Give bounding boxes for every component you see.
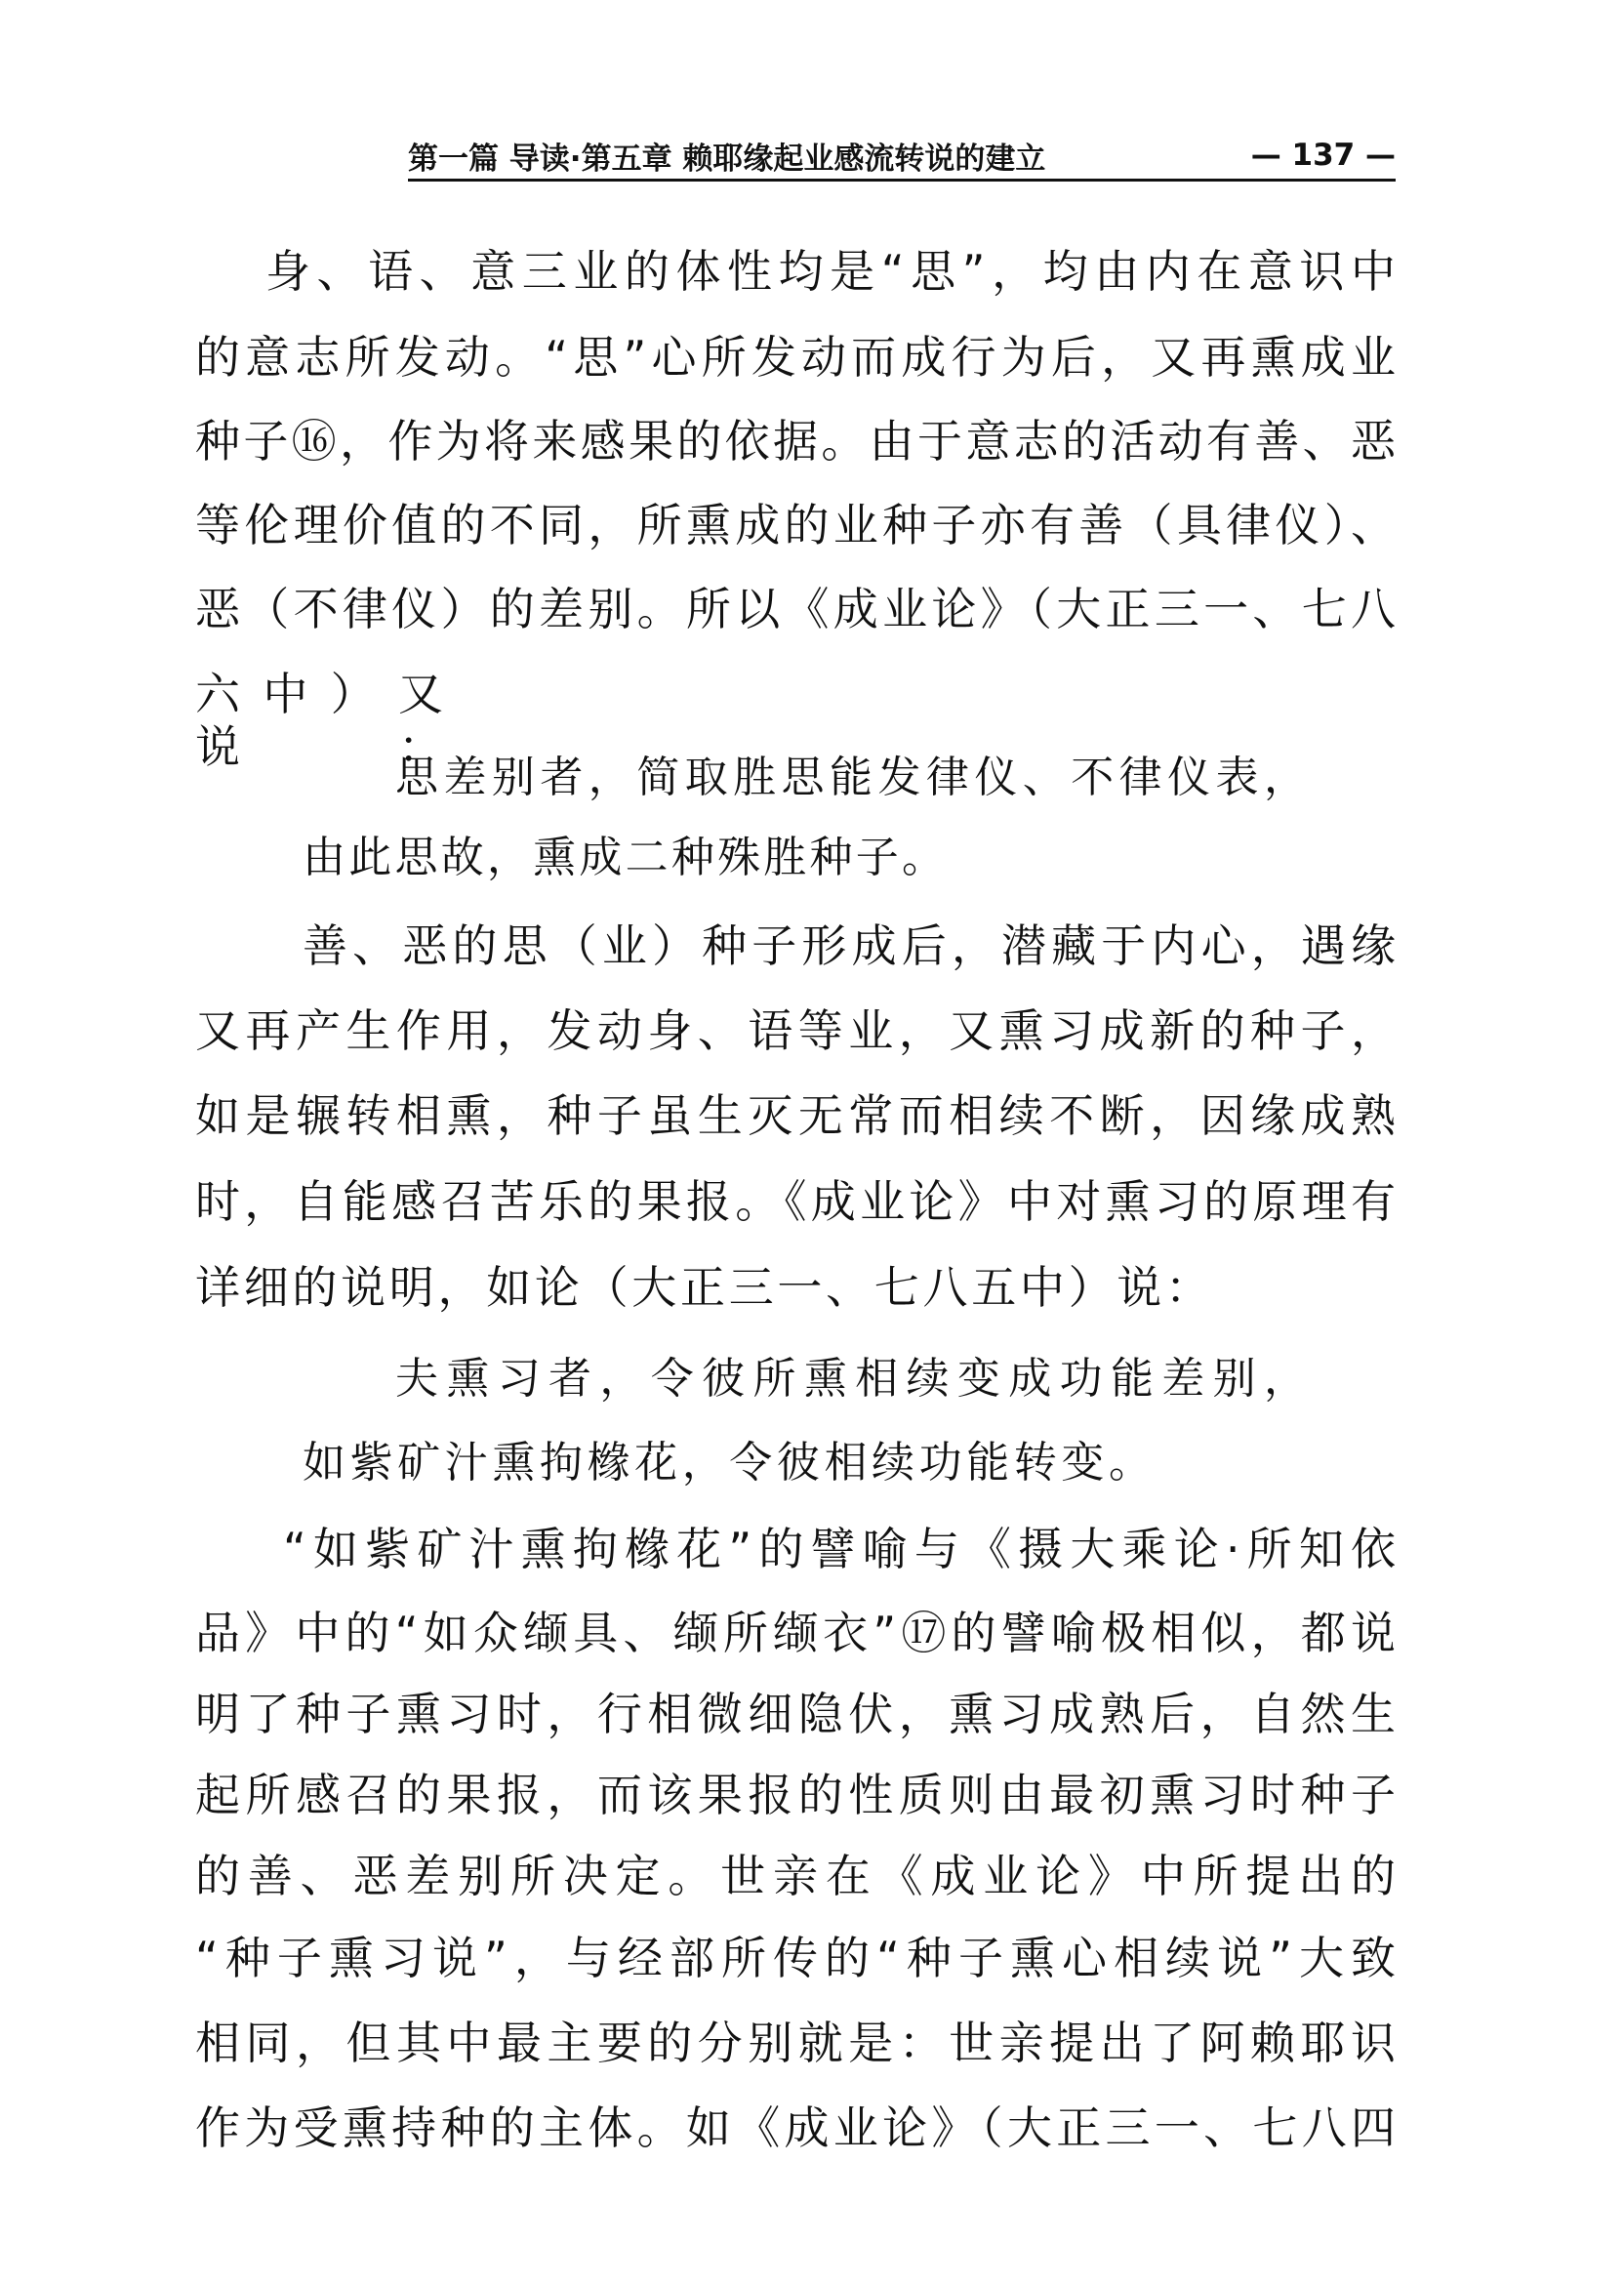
quote-line: 如紫矿汁熏拘橼花，令彼相续功能转变。	[303, 1438, 1152, 1488]
text-line: 身、语、意三业的体性均是“思”，均由内在意识中	[265, 245, 1396, 298]
text-line: 种子⑯，作为将来感果的依据。由于意志的活动有善、恶	[195, 415, 1396, 468]
text-line: 详细的说明，如论（大正三一、七八五中）说：	[195, 1261, 1210, 1314]
text-line: 又再产生作用，发动身、语等业，又熏习成新的种子，	[195, 1004, 1396, 1057]
text-line: 善、恶的思（业）种子形成后，潜藏于内心，遇缘	[303, 919, 1396, 972]
text-line: 的意志所发动。“思”心所发动而成行为后，又再熏成业	[195, 331, 1396, 384]
running-header	[408, 133, 1396, 178]
text-line: 品》中的“如众缬具、缬所缬衣”⑰的譬喻极相似，都说	[195, 1607, 1396, 1659]
text-line: 时，自能感召苦乐的果报。《成业论》中对熏习的原理有	[195, 1175, 1396, 1228]
text-line: 起所感召的果报，而该果报的性质则由最初熏习时种子	[195, 1769, 1396, 1821]
text-line: 作为受熏持种的主体。如《成业论》（大正三一、七八四	[195, 2101, 1396, 2154]
quote-line: 思差别者，简取胜思能发律仪、不律仪表，	[395, 753, 1307, 802]
running-title: 第一篇 导读·第五章 赖耶缘起业感流转说的建立	[408, 141, 1046, 177]
text-line: 等伦理价值的不同，所熏成的业种子亦有善（具律仪）、	[195, 499, 1396, 551]
quote-line: 由此思故，熏成二种殊胜种子。	[303, 833, 945, 882]
text-line: 六中）又说：	[195, 668, 443, 773]
text-line: 明了种子熏习时，行相微细隐伏，熏习成熟后，自然生	[195, 1688, 1396, 1740]
text-line: 相同，但其中最主要的分别就是：世亲提出了阿赖耶识	[195, 2017, 1396, 2069]
text-line: 如是辗转相熏，种子虽生灭无常而相续不断，因缘成熟	[195, 1089, 1396, 1142]
header-rule	[408, 179, 1396, 182]
text-line: “如紫矿汁熏拘橼花”的譬喻与《摄大乘论·所知依	[283, 1523, 1396, 1575]
text-line: 的善、恶差别所决定。世亲在《成业论》中所提出的	[195, 1850, 1396, 1902]
text-line: “种子熏习说”，与经部所传的“种子熏心相续说”大致	[195, 1932, 1396, 1984]
page-number: — 137 —	[1250, 138, 1396, 173]
text-line: 恶（不律仪）的差别。所以《成业论》（大正三一、七八	[195, 583, 1396, 635]
quote-line: 夫熏习者，令彼所熏相续变成功能差别，	[395, 1354, 1307, 1404]
